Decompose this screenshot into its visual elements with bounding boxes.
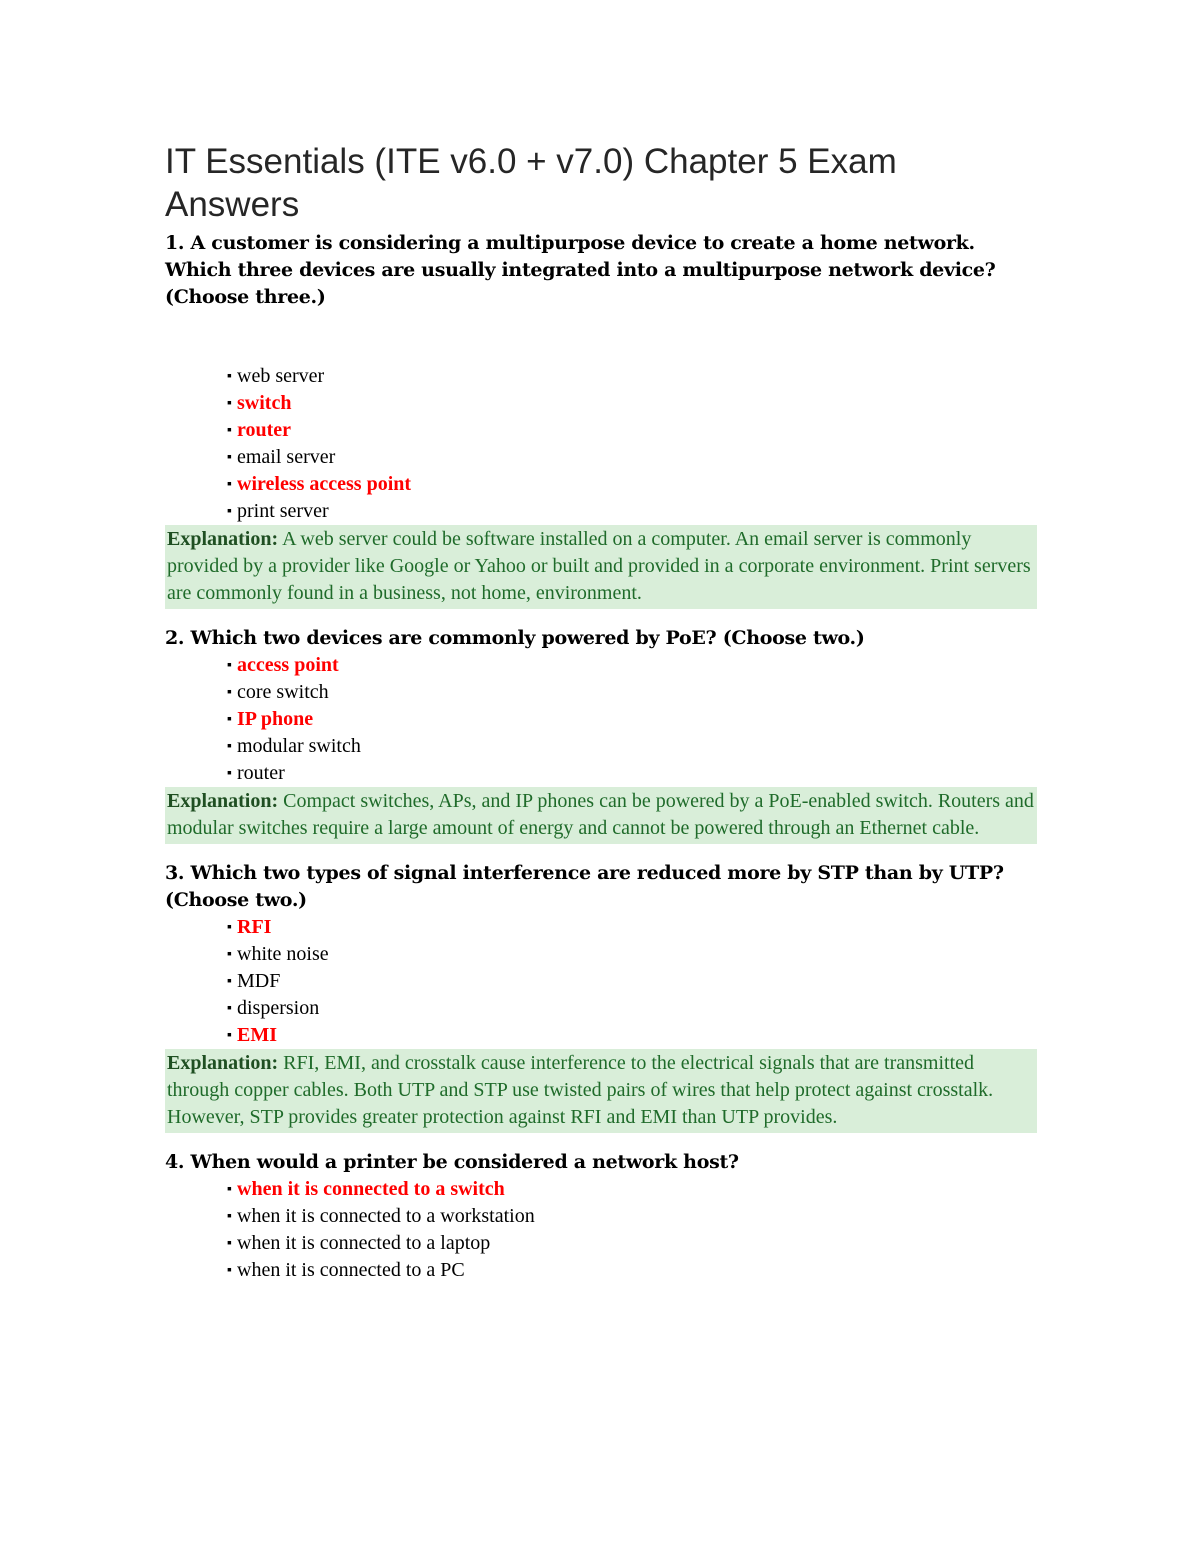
- answer-option: ▪ white noise: [227, 941, 1037, 968]
- answer-option: ▪ modular switch: [227, 733, 1037, 760]
- answer-options: [165, 1176, 1037, 1284]
- answer-options: [165, 914, 1037, 1049]
- explanation-text: A web server could be software installed on a computer. An email server is commonly provided by a provider like Google or Yahoo or built and provided in a corporate environment. Print servers are commonly found in a business, not home, environment.: [167, 528, 1031, 604]
- question-text: 3. Which two types of signal interference are reduced more by STP than by UTP? (Choose two.): [165, 862, 1004, 911]
- question-block: [165, 230, 1037, 609]
- explanation-text: Compact switches, APs, and IP phones can be powered by a PoE-enabled switch. Routers and modular switches require a large amount of energy and cannot be powered through an Ethernet cable.: [167, 790, 1034, 839]
- correct-answer-option: ▪ RFI: [227, 914, 1037, 941]
- answer-option: ▪ core switch: [227, 679, 1037, 706]
- correct-answer-option: ▪ wireless access point: [227, 471, 1037, 498]
- explanation-label: Explanation:: [167, 790, 279, 812]
- answer-option: ▪ dispersion: [227, 995, 1037, 1022]
- answer-option: ▪ when it is connected to a workstation: [227, 1203, 1037, 1230]
- explanation-box: [165, 525, 1037, 609]
- correct-answer-option: ▪ EMI: [227, 1022, 1037, 1049]
- square-bullet-icon: ▪: [227, 1209, 232, 1224]
- answer-option: ▪ MDF: [227, 968, 1037, 995]
- question-block: [165, 625, 1037, 844]
- question-text: 2. Which two devices are commonly powered by PoE? (Choose two.): [165, 627, 865, 649]
- square-bullet-icon: ▪: [227, 766, 232, 781]
- answer-options: [165, 652, 1037, 787]
- explanation-box: [165, 787, 1037, 844]
- answer-option: ▪ print server: [227, 498, 1037, 525]
- correct-answer-option: ▪ switch: [227, 390, 1037, 417]
- answer-option: ▪ web server: [227, 363, 1037, 390]
- correct-answer-option: ▪ when it is connected to a switch: [227, 1176, 1037, 1203]
- square-bullet-icon: ▪: [227, 1236, 232, 1251]
- answer-option: ▪ when it is connected to a laptop: [227, 1230, 1037, 1257]
- square-bullet-icon: ▪: [227, 504, 232, 519]
- question-block: [165, 860, 1037, 1133]
- square-bullet-icon: ▪: [227, 1263, 232, 1278]
- explanation-text: RFI, EMI, and crosstalk cause interference to the electrical signals that are transmitted through copper cables. Both UTP and STP use twisted pairs of wires that help protect against crosstalk. However, STP provides greater protection against RFI and EMI than UTP provides.: [167, 1052, 994, 1128]
- answer-option: ▪ when it is connected to a PC: [227, 1257, 1037, 1284]
- explanation-label: Explanation:: [167, 528, 279, 550]
- square-bullet-icon: ▪: [227, 396, 232, 411]
- square-bullet-icon: ▪: [227, 920, 232, 935]
- square-bullet-icon: ▪: [227, 658, 232, 673]
- answer-option: ▪ router: [227, 760, 1037, 787]
- question-text: 1. A customer is considering a multipurpose device to create a home network. Which three devices are usually integrated into a multipurpose network device? (Choose three.): [165, 232, 996, 308]
- answer-option: ▪ email server: [227, 444, 1037, 471]
- square-bullet-icon: ▪: [227, 423, 232, 438]
- correct-answer-option: ▪ IP phone: [227, 706, 1037, 733]
- square-bullet-icon: ▪: [227, 1001, 232, 1016]
- correct-answer-option: ▪ access point: [227, 652, 1037, 679]
- square-bullet-icon: ▪: [227, 1182, 232, 1197]
- explanation-box: [165, 1049, 1037, 1133]
- square-bullet-icon: ▪: [227, 450, 232, 465]
- square-bullet-icon: ▪: [227, 685, 232, 700]
- question-text: 4. When would a printer be considered a network host?: [165, 1151, 739, 1173]
- square-bullet-icon: ▪: [227, 947, 232, 962]
- square-bullet-icon: ▪: [227, 712, 232, 727]
- square-bullet-icon: ▪: [227, 974, 232, 989]
- square-bullet-icon: ▪: [227, 477, 232, 492]
- document-page: [165, 140, 1037, 1284]
- correct-answer-option: ▪ router: [227, 417, 1037, 444]
- question-block: [165, 1149, 1037, 1284]
- explanation-label: Explanation:: [167, 1052, 279, 1074]
- answer-options: [165, 363, 1037, 525]
- square-bullet-icon: ▪: [227, 1028, 232, 1043]
- document-title: IT Essentials (ITE v6.0 + v7.0) Chapter 5 Exam Answers: [165, 142, 897, 224]
- square-bullet-icon: ▪: [227, 369, 232, 384]
- square-bullet-icon: ▪: [227, 739, 232, 754]
